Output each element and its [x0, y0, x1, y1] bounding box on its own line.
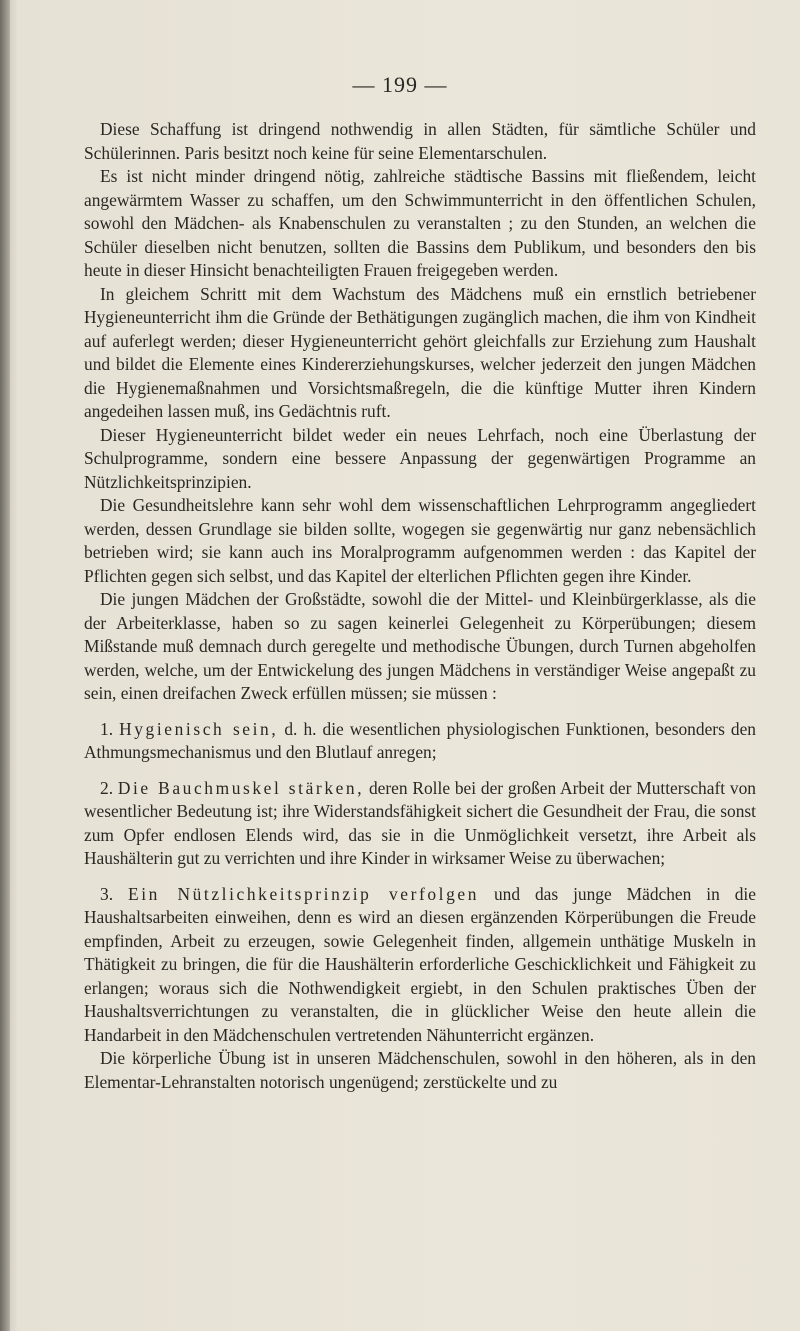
list-item-text: d. h. die wesentlichen physiologischen Funktionen, besonders den Athmungsmechanismus und den Blutlauf anregen;: [84, 718, 756, 762]
list-item-number: 2.: [100, 777, 114, 798]
list-item-text: deren Rolle bei der großen Arbeit der Mutterschaft von wesentlicher Bedeutung ist; ihre Widerstandsfähigkeit sichert die Gesundheit der Frau, die sonst zum Opfer endlosen Elends wird, das sie in die Unmöglichkeit versetzt, ihre Arbeit als Haushälterin gut zu verrichten und ihre Kinder in wirksamer Weise zu überwachen;: [84, 777, 756, 868]
list-item: [84, 777, 756, 871]
list-item-text: und das junge Mädchen in die Haushaltsarbeiten einweihen, denn es wird an diesen ergänzenden Körperübungen die Freude empfinden, Arbeit zu erzeugen, sowie Gelegenheit finden, allgemein unthätige Muskeln in Thätigkeit zu bringen, die für die Haushälterin erforderliche Geschicklichkeit und Fähigkeit zu erlangen; woraus sich die Nothwendigkeit ergiebt, in den Schulen praktisches Üben der Haushaltsverrichtungen zu veranstalten, die in glücklicher Weise den heute allein die Handarbeit in den Mädchenschulen vertretenden Nähunterricht ergänzen.: [84, 883, 756, 1045]
paragraph: Dieser Hygieneunterricht bildet weder ein neues Lehrfach, noch eine Überlastung der Schulprogramme, sondern eine bessere Anpassung der gegenwärtigen Programme an Nützlichkeitsprinzipien.: [84, 424, 756, 492]
paragraph: Die jungen Mädchen der Großstädte, sowohl die der Mittel- und Kleinbürgerklasse, als die der Arbeiterklasse, haben so zu sagen keinerlei Gelegenheit zu Körperübungen; diesem Mißstande muß demnach durch geregelte und methodische Übungen, durch Turnen abgeholfen werden, welche, um der Entwickelung des jungen Mädchens in verständiger Weise angepaßt zu sein, einen dreifachen Zweck erfüllen müssen; sie müssen :: [84, 589, 756, 703]
paragraph: Es ist nicht minder dringend nötig, zahlreiche städtische Bassins mit fließendem, leicht angewärmtem Wasser zu schaffen, um den Schwimmunterricht in den öffentlichen Schulen, sowohl den Mädchen- als Knabenschulen zu veranstalten ; zu den Stunden, an welchen die Schüler dieselben nicht benutzen, sollten die Bassins dem Publikum, und besonders den bis heute in dieser Hinsicht benachteiligten Frauen freigegeben werden.: [84, 166, 756, 280]
list-item-heading: Die Bauchmuskel stärken,: [117, 777, 365, 798]
list-item: [84, 883, 756, 1048]
body-text: [84, 118, 756, 1094]
page-number: — 199 —: [352, 72, 448, 97]
book-spine-shadow: [0, 0, 10, 1331]
paragraph: In gleichem Schritt mit dem Wachstum des Mädchens muß ein ernstlich betriebener Hygieneunterricht ihm die Gründe der Bethätigungen zugänglich machen, die ihm von Kindheit auf auferlegt werden; dieser Hygieneunterricht gehört gleichfalls zur Erziehung zum Haushalt und bildet die Elemente eines Kindererziehungskurses, welcher jederzeit den jungen Mädchen die Hygienemaßnahmen und Vorsichtsmaßregeln, die die künftige Mutter ihren Kindern angedeihen lassen muß, ins Gedächtnis ruft.: [84, 283, 756, 421]
list-item-number: 1.: [100, 718, 114, 739]
paragraph: Die körperliche Übung ist in unseren Mädchenschulen, sowohl in den höheren, als in den Elementar-Lehranstalten notorisch ungenügend; zerstückelte und zu: [84, 1048, 756, 1092]
paragraph: Diese Schaffung ist dringend nothwendig in allen Städten, für sämtliche Schüler und Schülerinnen. Paris besitzt noch keine für seine Elementarschulen.: [84, 119, 756, 163]
list-item-number: 3.: [100, 883, 114, 904]
list-item-heading: Ein Nützlichkeitsprinzip verfolgen: [127, 883, 480, 904]
list-item: [84, 718, 756, 765]
paragraph: Die Gesundheitslehre kann sehr wohl dem wissenschaftlichen Lehrprogramm angegliedert werden, dessen Grundlage sie bilden sollte, wogegen sie gegenwärtig nur ganz nebensächlich betrieben wird; sie kann auch ins Moralprogramm aufgenommen werden : das Kapitel der Pflichten gegen sich selbst, und das Kapitel der elterlichen Pflichten gegen ihre Kinder.: [84, 495, 756, 586]
list-item-heading: Hygienisch sein,: [119, 718, 279, 739]
